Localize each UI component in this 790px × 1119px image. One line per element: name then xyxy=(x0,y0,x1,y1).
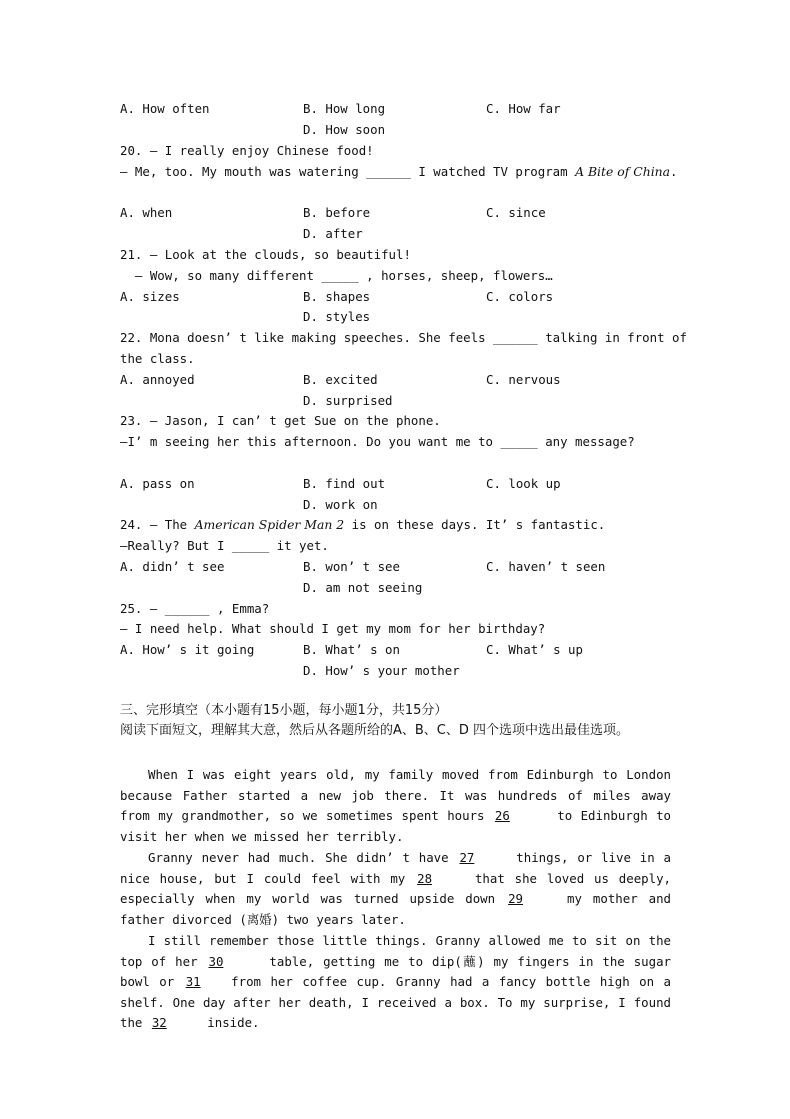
program-title: A Bite of China xyxy=(575,164,671,179)
blank-29: 29 xyxy=(508,891,523,907)
q22-option-c: C. nervous xyxy=(486,372,561,387)
q25-option-a: A. How’ s it going xyxy=(120,642,255,657)
q20-response: — Me, too. My mouth was watering ______ I watched TV program A Bite of China. xyxy=(120,164,678,179)
q24-option-d: D. am not seeing xyxy=(303,580,423,595)
q25-option-d: D. How’ s your mother xyxy=(303,663,460,678)
section-title: 三、完形填空（本小题有15小题，每小题1分，共15分） xyxy=(120,703,448,718)
q21-question: 21. — Look at the clouds, so beautiful! xyxy=(120,247,411,262)
blank-32: 32 xyxy=(151,1015,167,1031)
q20-option-b: B. before xyxy=(303,205,371,220)
q21-option-b: B. shapes xyxy=(303,289,371,304)
blank-31: 31 xyxy=(185,974,201,990)
q19-option-d: D. How soon xyxy=(303,122,386,137)
q22-question-cont: the class. xyxy=(120,351,195,366)
q23-option-b: B. find out xyxy=(303,476,386,491)
q20-question: 20. — I really enjoy Chinese food! xyxy=(120,143,374,158)
q24-response: —Really? But I _____ it yet. xyxy=(120,538,329,553)
q19-option-a: A. How often xyxy=(120,101,210,116)
q21-option-d: D. styles xyxy=(303,309,371,324)
passage-paragraph-2: Granny never had much. She didn’ t have 27 things, or live in a nice house, but I could feel with my 28 that she loved us deeply, especially when my world was turned upside down 29 my mother and father divorced (离婚) two years later. xyxy=(120,850,671,927)
blank-30: 30 xyxy=(208,953,224,969)
q24-option-a: A. didn’ t see xyxy=(120,559,225,574)
passage-paragraph-3: I still remember those little things. Granny allowed me to sit on the top of her 30 table, getting me to dip(蘸) my fingers in the sugar bowl or 31 from her coffee cup. Granny had a fancy bottle high on a shelf. One day after her death, I received a box. To my surprise, I found the 32 inside. xyxy=(120,931,671,1034)
blank-27: 27 xyxy=(459,850,475,865)
q23-question: 23. — Jason, I can’ t get Sue on the phone. xyxy=(120,413,441,428)
q24-option-b: B. won’ t see xyxy=(303,559,400,574)
q21-option-a: A. sizes xyxy=(120,289,180,304)
q23-option-d: D. work on xyxy=(303,497,378,512)
blank-28: 28 xyxy=(417,870,433,886)
q25-option-c: C. What’ s up xyxy=(486,642,583,657)
q21-response: — Wow, so many different _____ , horses, sheep, flowers… xyxy=(120,268,553,283)
q22-question: 22. Mona doesn’ t like making speeches. She feels ______ talking in front of xyxy=(120,330,687,345)
blank-26: 26 xyxy=(494,808,510,824)
q22-option-d: D. surprised xyxy=(303,393,393,408)
q22-option-a: A. annoyed xyxy=(120,372,195,387)
q20-option-a: A. when xyxy=(120,205,173,220)
q25-response: — I need help. What should I get my mom for her birthday? xyxy=(120,621,546,636)
q19-option-c: C. How far xyxy=(486,101,561,116)
section-instruction: 阅读下面短文，理解其大意，然后从各题所给的A、B、C、D 四个选项中选出最佳选项。 xyxy=(120,723,630,738)
q23-response: —I’ m seeing her this afternoon. Do you want me to _____ any message? xyxy=(120,434,635,449)
q23-option-c: C. look up xyxy=(486,476,561,491)
q25-option-b: B. What’ s on xyxy=(303,642,400,657)
q25-question: 25. — ______ , Emma? xyxy=(120,601,270,616)
q21-option-c: C. colors xyxy=(486,289,554,304)
movie-title: American Spider Man 2 xyxy=(194,517,345,532)
q19-option-b: B. How long xyxy=(303,101,386,116)
q24-option-c: C. haven’ t seen xyxy=(486,559,606,574)
q20-option-c: C. since xyxy=(486,205,546,220)
q23-option-a: A. pass on xyxy=(120,476,195,491)
q24-question: 24. — The American Spider Man 2 is on these days. It’ s fantastic. xyxy=(120,517,606,532)
q22-option-b: B. excited xyxy=(303,372,378,387)
passage-paragraph-1: When I was eight years old, my family moved from Edinburgh to London because Father started a new job there. It was hundreds of miles away from my grandmother, so we sometimes spent hours 26 to Edinburgh to visit her when we missed her terribly. xyxy=(120,767,672,844)
q20-option-d: D. after xyxy=(303,226,363,241)
